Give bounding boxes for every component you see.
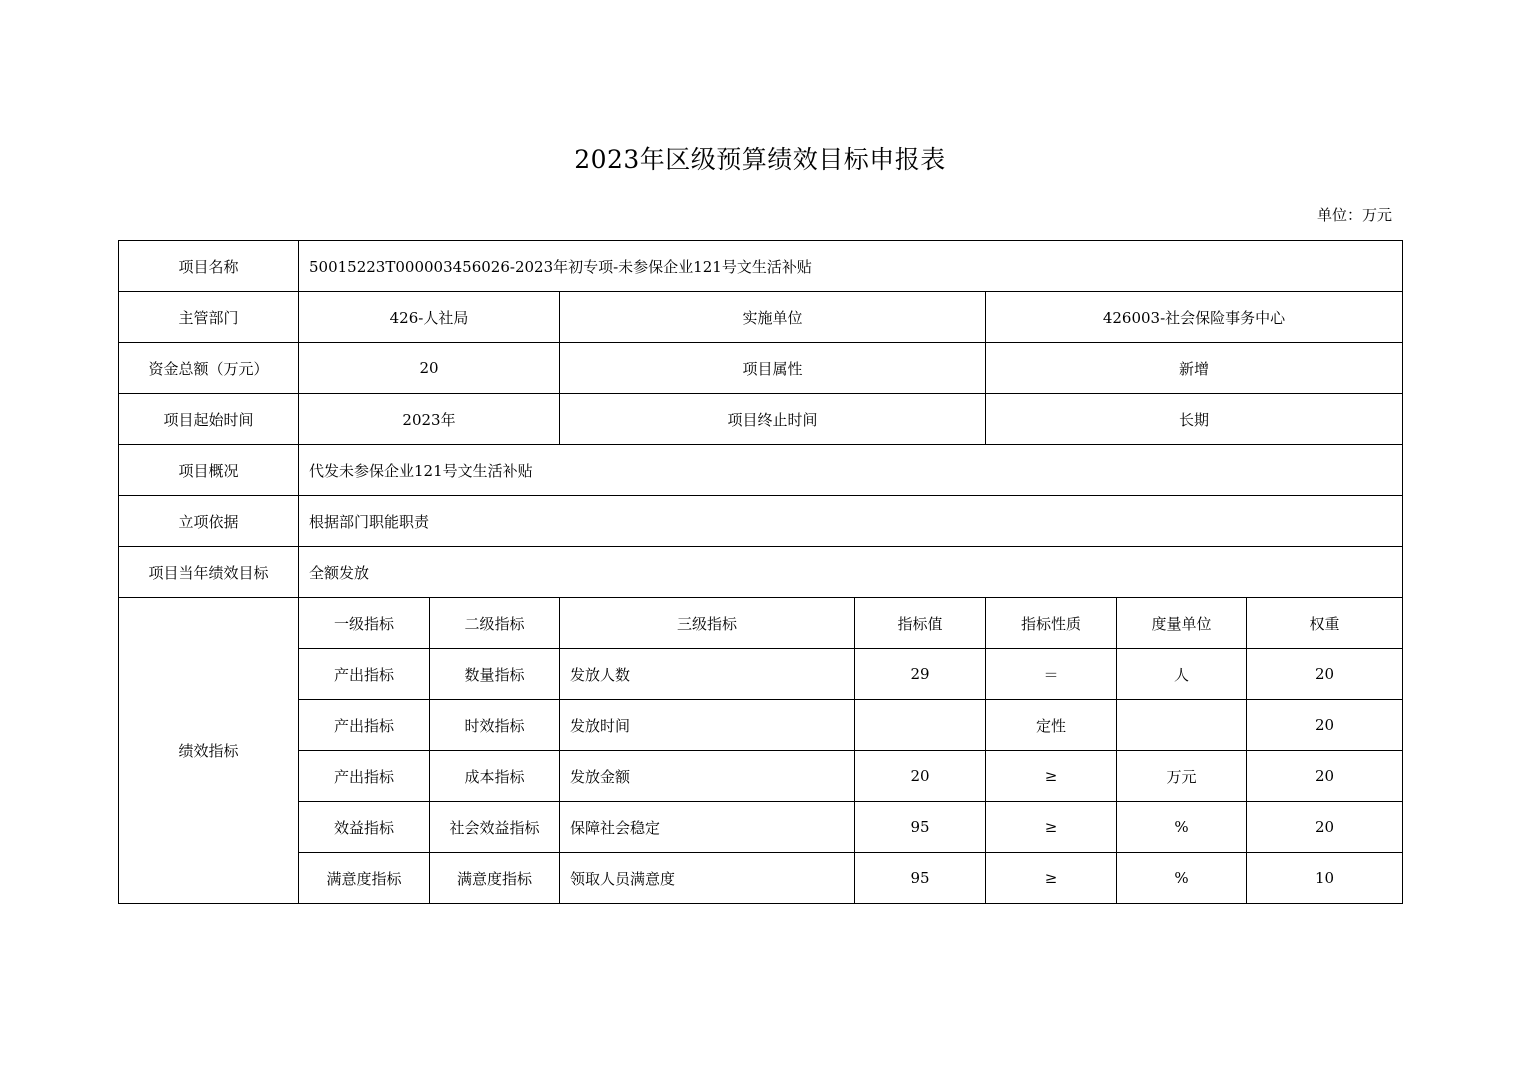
indicator-row	[119, 649, 1403, 700]
indicator-nature: 定性	[986, 700, 1117, 751]
fund-total-label: 资金总额（万元）	[119, 343, 299, 394]
indicator-value: 20	[855, 751, 986, 802]
page-title: 2023年区级预算绩效目标申报表	[574, 145, 946, 174]
indicator-nature: ＝	[986, 649, 1117, 700]
indicator-weight: 10	[1247, 853, 1403, 904]
indicator-level3: 发放时间	[560, 700, 855, 751]
goal-value: 全额发放	[299, 547, 1403, 598]
row-basis	[119, 496, 1403, 547]
indicator-row	[119, 853, 1403, 904]
indicator-value	[855, 700, 986, 751]
indicator-row	[119, 802, 1403, 853]
implementer-value: 426003-社会保险事务中心	[986, 292, 1403, 343]
end-time-value: 长期	[986, 394, 1403, 445]
department-value: 426-人社局	[299, 292, 560, 343]
indicator-weight: 20	[1247, 751, 1403, 802]
row-period	[119, 394, 1403, 445]
indicator-nature: ≥	[986, 853, 1117, 904]
department-label: 主管部门	[119, 292, 299, 343]
goal-label: 项目当年绩效目标	[119, 547, 299, 598]
indicator-unit: %	[1117, 853, 1247, 904]
indicator-level1: 产出指标	[299, 751, 430, 802]
start-time-label: 项目起始时间	[119, 394, 299, 445]
indicator-unit: %	[1117, 802, 1247, 853]
indicator-value: 29	[855, 649, 986, 700]
header-level1: 一级指标	[299, 598, 430, 649]
project-name-value: 50015223T000003456026-2023年初专项-未参保企业121号文生活补贴	[299, 241, 1403, 292]
indicator-row	[119, 700, 1403, 751]
indicator-level1: 效益指标	[299, 802, 430, 853]
indicator-level2: 数量指标	[430, 649, 560, 700]
indicator-row	[119, 751, 1403, 802]
header-value: 指标值	[855, 598, 986, 649]
row-fund	[119, 343, 1403, 394]
indicator-level3: 发放金额	[560, 751, 855, 802]
indicator-level2: 时效指标	[430, 700, 560, 751]
row-department	[119, 292, 1403, 343]
project-attribute-value: 新增	[986, 343, 1403, 394]
end-time-label: 项目终止时间	[560, 394, 986, 445]
indicator-header-row	[119, 598, 1403, 649]
indicators-section-label: 绩效指标	[119, 598, 299, 904]
indicator-level1: 产出指标	[299, 649, 430, 700]
row-goal	[119, 547, 1403, 598]
indicator-level1: 产出指标	[299, 700, 430, 751]
header-level3: 三级指标	[560, 598, 855, 649]
basis-value: 根据部门职能职责	[299, 496, 1403, 547]
indicator-value: 95	[855, 802, 986, 853]
header-weight: 权重	[1247, 598, 1403, 649]
implementer-label: 实施单位	[560, 292, 986, 343]
unit-label: 单位：万元	[1316, 206, 1392, 224]
row-project-name	[119, 241, 1403, 292]
indicator-weight: 20	[1247, 700, 1403, 751]
indicator-unit: 人	[1117, 649, 1247, 700]
project-name-label: 项目名称	[119, 241, 299, 292]
overview-label: 项目概况	[119, 445, 299, 496]
indicator-value: 95	[855, 853, 986, 904]
indicator-unit: 万元	[1117, 751, 1247, 802]
overview-value: 代发未参保企业121号文生活补贴	[299, 445, 1403, 496]
indicator-level1: 满意度指标	[299, 853, 430, 904]
row-overview	[119, 445, 1403, 496]
indicator-unit	[1117, 700, 1247, 751]
indicator-weight: 20	[1247, 649, 1403, 700]
header-unit: 度量单位	[1117, 598, 1247, 649]
project-attribute-label: 项目属性	[560, 343, 986, 394]
indicator-level2: 满意度指标	[430, 853, 560, 904]
indicator-level3: 领取人员满意度	[560, 853, 855, 904]
start-time-value: 2023年	[299, 394, 560, 445]
indicator-nature: ≥	[986, 751, 1117, 802]
indicator-level2: 社会效益指标	[430, 802, 560, 853]
fund-total-value: 20	[299, 343, 560, 394]
header-nature: 指标性质	[986, 598, 1117, 649]
indicator-level3: 发放人数	[560, 649, 855, 700]
indicator-weight: 20	[1247, 802, 1403, 853]
indicator-level3: 保障社会稳定	[560, 802, 855, 853]
indicator-level2: 成本指标	[430, 751, 560, 802]
indicator-nature: ≥	[986, 802, 1117, 853]
basis-label: 立项依据	[119, 496, 299, 547]
header-level2: 二级指标	[430, 598, 560, 649]
performance-form-table	[118, 240, 1403, 904]
